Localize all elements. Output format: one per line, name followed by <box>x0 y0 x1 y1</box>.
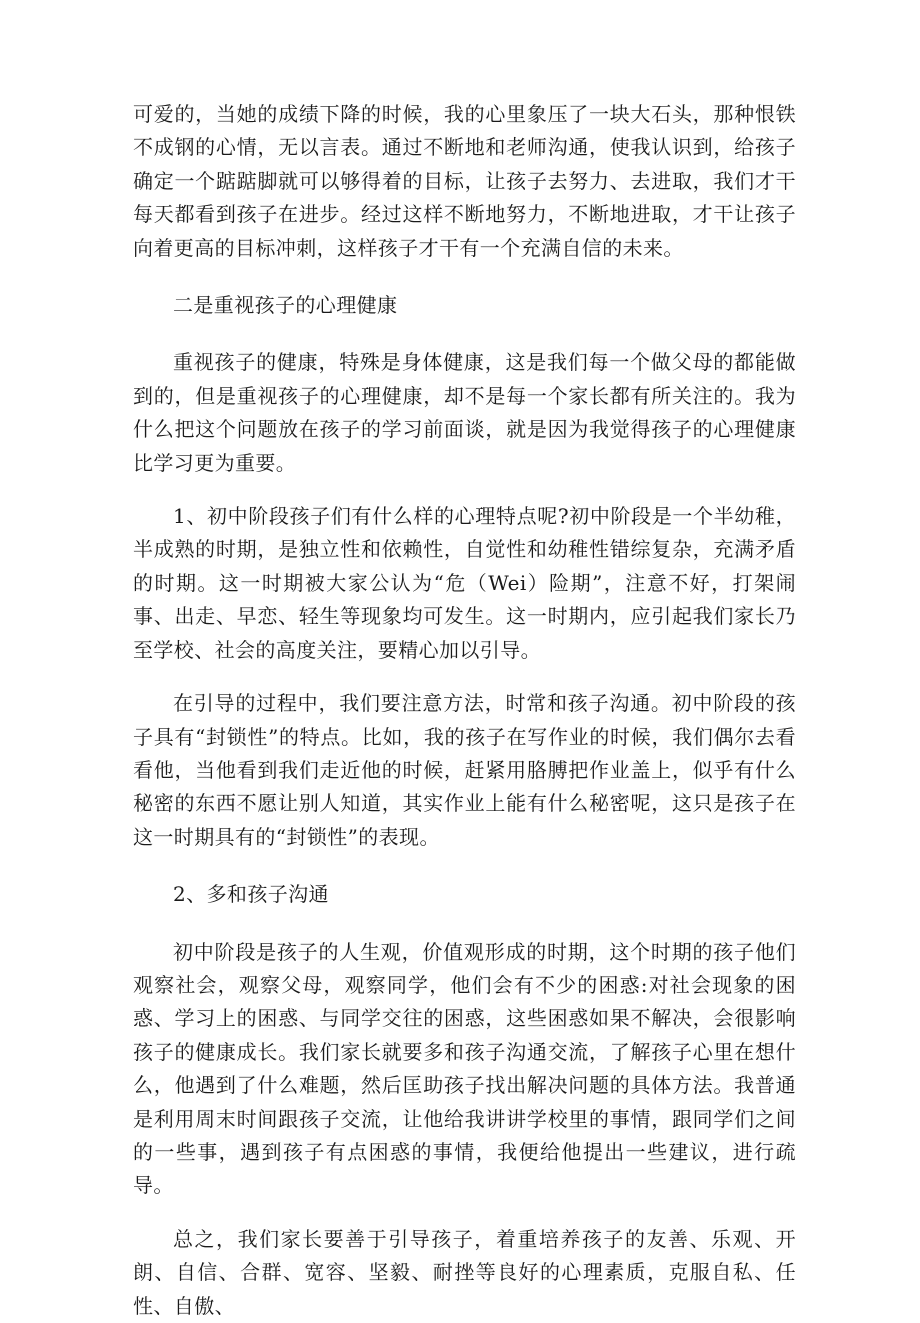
paragraph: 重视孩子的健康，特殊是身体健康，这是我们每一个做父母的都能做到的，但是重视孩子的心理健康，却不是每一个家长都有所关注的。我为什么把这个问题放在孩子的学习前面谈，就是因为我觉得孩子的心理健康比学习更为重要。 <box>133 350 796 475</box>
paragraph: 总之，我们家长要善于引导孩子，着重培养孩子的友善、乐观、开朗、自信、合群、宽容、坚毅、耐挫等良好的心理素质，克服自私、任性、自傲、 <box>133 1226 796 1318</box>
section-heading: 2、多和孩子沟通 <box>173 882 329 907</box>
paragraph: 1、初中阶段孩子们有什么样的心理特点呢?初中阶段是一个半幼稚，半成熟的时期，是独立性和依赖性，自觉性和幼稚性错综复杂，充满矛盾的时期。这一时期被大家公认为“危（Wei）险期”，注意不好，打架闹事、出走、早恋、轻生等现象均可发生。这一时期内，应引起我们家长乃至学校、社会的高度关注，要精心加以引导。 <box>133 504 796 662</box>
paragraph: 在引导的过程中，我们要注意方法，时常和孩子沟通。初中阶段的孩子具有“封锁性”的特点。比如，我的孩子在写作业的时候，我们偶尔去看看他，当他看到我们走近他的时候，赶紧用胳膊把作业盖上，似乎有什么秘密的东西不愿让别人知道，其实作业上能有什么秘密呢，这只是孩子在这一时期具有的“封锁性”的表现。 <box>133 691 796 849</box>
section-heading: 二是重视孩子的心理健康 <box>173 293 398 318</box>
document-body <box>133 98 796 1323</box>
paragraph: 初中阶段是孩子的人生观，价值观形成的时期，这个时期的孩子他们观察社会，观察父母，观察同学，他们会有不少的困惑:对社会现象的困惑、学习上的困惑、与同学交往的困惑，这些困惑如果不解决，会很影响孩子的健康成长。我们家长就要多和孩子沟通交流，了解孩子心里在想什么，他遇到了什么难题，然后匡助孩子找出解决问题的具体方法。我普通是利用周末时间跟孩子交流，让他给我讲讲学校里的事情，跟同学们之间的一些事，遇到孩子有点困惑的事情，我便给他提出一些建议，进行疏导。 <box>133 939 796 1198</box>
paragraph-continuation: 可爱的，当她的成绩下降的时候，我的心里象压了一块大石头，那种恨铁不成钢的心情，无以言表。通过不断地和老师沟通，使我认识到，给孩子确定一个踮踮脚就可以够得着的目标，让孩子去努力、去进取，我们才干每天都看到孩子在进步。经过这样不断地努力，不断地进取，才干让孩子向着更高的目标冲刺，这样孩子才干有一个充满自信的未来。 <box>133 102 796 260</box>
